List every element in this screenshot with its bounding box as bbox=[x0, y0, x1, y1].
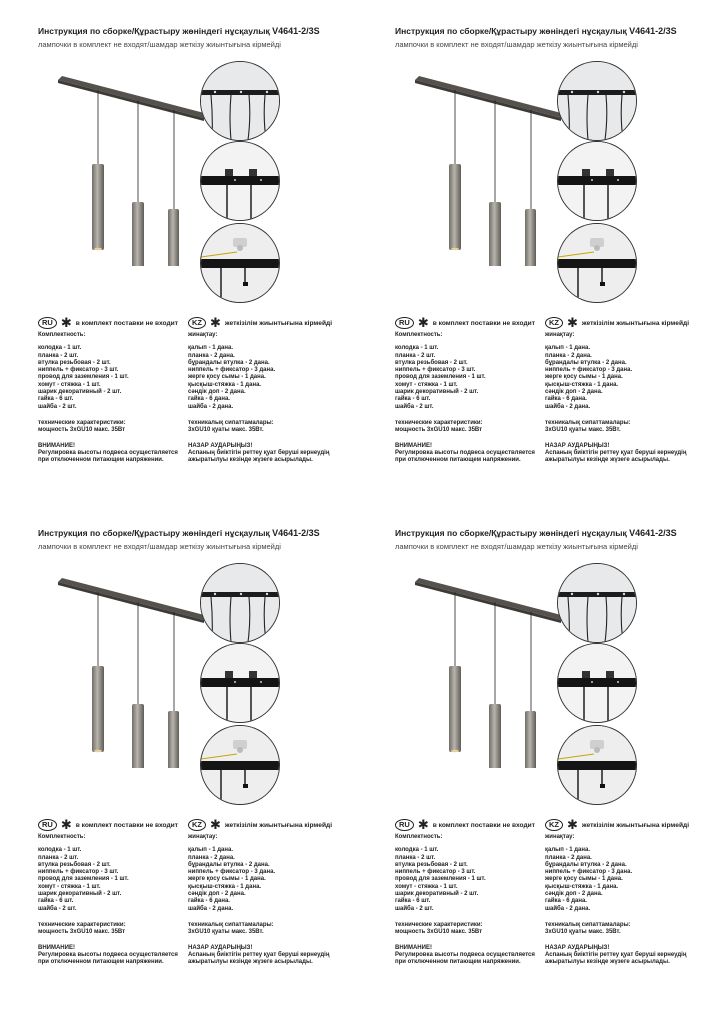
detail-circle-middle bbox=[557, 643, 637, 723]
instruction-subtitle: лампочки в комплект не входят/шамдар жеткізу жиынтығына кірмейді bbox=[38, 40, 281, 49]
list-item: планка - 2 дана. bbox=[545, 352, 592, 359]
detail-circle-top bbox=[557, 563, 637, 643]
instruction-title: Инструкция по сборке/Құрастыру жөніндегі нұсқаулық V4641-2/3S bbox=[395, 528, 677, 538]
list-item: планка - 2 шт. bbox=[395, 352, 436, 359]
list-item: гайка - 6 шт. bbox=[38, 898, 74, 905]
list-item: шайба - 2 дана. bbox=[545, 403, 591, 410]
asterisk-icon: ✱ bbox=[60, 817, 72, 832]
instruction-title: Инструкция по сборке/Құрастыру жөніндегі нұсқаулық V4641-2/3S bbox=[395, 26, 677, 36]
kz-contents-column: жинақтау: қалып - 1 дана. планка - 2 дана. бұрандалы втулка - 2 дана. ниппель + фиксатор - 3 дана. жерге қосу сымы - 1 дана. қысқыш-стяжка - 1 дана. сәндік доп - 2 дана. гайка - 6 дана. шайба - 2 дана. техникалық сипаттамалары: 3xGU10 қуаты макс. 35Вт. НАЗАР АУДАРЫҢЫЗ! Аспаның биіктігін реттеу қуат беруші кернеудің ажыратылуы кезінде жүзеге асырылады. bbox=[545, 834, 705, 966]
ru-note-row: RU ✱ в комплект поставки не входит bbox=[38, 819, 178, 831]
kz-note-row: KZ ✱ жеткізілім жиынтығына кірмейді bbox=[188, 317, 332, 329]
list-item: бұрандалы втулка - 2 дана. bbox=[545, 359, 627, 366]
pendant-lamp-illustration bbox=[58, 76, 208, 266]
detail-circle-bottom bbox=[200, 725, 280, 805]
list-item: шайба - 2 дана. bbox=[545, 905, 591, 912]
kz-contents-column: жинақтау: қалып - 1 дана. планка - 2 дана. бұрандалы втулка - 2 дана. ниппель + фиксатор - 3 дана. жерге қосу сымы - 1 дана. қысқыш-стяжка - 1 дана. сәндік доп - 2 дана. гайка - 6 дана. шайба - 2 дана. техникалық сипаттамалары: 3xGU10 қуаты макс. 35Вт. НАЗАР АУДАРЫҢЫЗ! Аспаның биіктігін реттеу қуат беруші кернеудің ажыратылуы кезінде жүзеге асырылады. bbox=[188, 332, 348, 464]
instruction-card-top-left bbox=[38, 26, 378, 516]
list-item: шайба - 2 шт. bbox=[395, 403, 434, 410]
list-item: қалып - 1 дана. bbox=[188, 847, 234, 854]
ru-contents-column: Комплектность: колодка - 1 шт. планка - 2 шт. втулка резьбовая - 2 шт. ниппель + фиксатор - 3 шт. провод для заземления - 1 шт. хомут - стяжка - 1 шт. шарик декоративный - 2 шт. гайка - 6 шт. шайба - 2 шт. технические характеристики: мощность 3xGU10 макс. 35Вт ВНИМАНИЕ! Регулировка высоты подвеса осуществляется при отключенном питающем напряжении. bbox=[395, 834, 550, 966]
list-item: сәндік доп - 2 дана. bbox=[188, 891, 246, 898]
instruction-subtitle: лампочки в комплект не входят/шамдар жеткізу жиынтығына кірмейді bbox=[395, 542, 638, 551]
ru-parts-list bbox=[395, 847, 550, 913]
instruction-title: Инструкция по сборке/Құрастыру жөніндегі нұсқаулық V4641-2/3S bbox=[38, 26, 320, 36]
ru-contents-column: Комплектность: колодка - 1 шт. планка - 2 шт. втулка резьбовая - 2 шт. ниппель + фиксатор - 3 шт. провод для заземления - 1 шт. хомут - стяжка - 1 шт. шарик декоративный - 2 шт. гайка - 6 шт. шайба - 2 шт. технические характеристики: мощность 3xGU10 макс. 35Вт ВНИМАНИЕ! Регулировка высоты подвеса осуществляется при отключенном питающем напряжении. bbox=[395, 332, 550, 464]
list-item: колодка - 1 шт. bbox=[38, 345, 82, 352]
detail-circle-middle bbox=[200, 141, 280, 221]
list-item: планка - 2 шт. bbox=[38, 352, 79, 359]
pendant-lamp-illustration bbox=[58, 578, 208, 768]
kz-parts-list bbox=[188, 847, 348, 913]
kz-contents-column: жинақтау: қалып - 1 дана. планка - 2 дана. бұрандалы втулка - 2 дана. ниппель + фиксатор - 3 дана. жерге қосу сымы - 1 дана. қысқыш-стяжка - 1 дана. сәндік доп - 2 дана. гайка - 6 дана. шайба - 2 дана. техникалық сипаттамалары: 3xGU10 қуаты макс. 35Вт. НАЗАР АУДАРЫҢЫЗ! Аспаның биіктігін реттеу қуат беруші кернеудің ажыратылуы кезінде жүзеге асырылады. bbox=[545, 332, 705, 464]
list-item: ниппель + фиксатор - 3 дана. bbox=[188, 869, 276, 876]
pendant-lamp-illustration bbox=[415, 578, 565, 768]
ru-contents-column: Комплектность: колодка - 1 шт. планка - 2 шт. втулка резьбовая - 2 шт. ниппель + фиксатор - 3 шт. провод для заземления - 1 шт. хомут - стяжка - 1 шт. шарик декоративный - 2 шт. гайка - 6 шт. шайба - 2 шт. технические характеристики: мощность 3xGU10 макс. 35Вт ВНИМАНИЕ! Регулировка высоты подвеса осуществляется при отключенном питающем напряжении. bbox=[38, 332, 193, 464]
list-item: шайба - 2 шт. bbox=[395, 905, 434, 912]
list-item: шайба - 2 шт. bbox=[38, 905, 77, 912]
list-item: провод для заземления - 1 шт. bbox=[38, 876, 129, 883]
list-item: провод для заземления - 1 шт. bbox=[395, 374, 486, 381]
kz-badge: KZ bbox=[188, 819, 206, 831]
list-item: қалып - 1 дана. bbox=[188, 345, 234, 352]
ru-parts-list bbox=[38, 847, 193, 913]
detail-circle-middle bbox=[200, 643, 280, 723]
list-item: сәндік доп - 2 дана. bbox=[188, 389, 246, 396]
asterisk-icon: ✱ bbox=[567, 315, 578, 330]
kz-note-row: KZ ✱ жеткізілім жиынтығына кірмейді bbox=[188, 819, 332, 831]
list-item: гайка - 6 дана. bbox=[545, 396, 587, 403]
list-item: қысқыш-стяжка - 1 дана. bbox=[545, 883, 619, 890]
list-item: гайка - 6 дана. bbox=[545, 898, 587, 905]
kz-parts-list bbox=[545, 345, 705, 411]
list-item: сәндік доп - 2 дана. bbox=[545, 891, 603, 898]
asterisk-icon: ✱ bbox=[210, 315, 221, 330]
list-item: шарик декоративный - 2 шт. bbox=[395, 389, 479, 396]
list-item: шайба - 2 шт. bbox=[38, 403, 77, 410]
list-item: жерге қосу сымы - 1 дана. bbox=[188, 374, 266, 381]
asterisk-icon: ✱ bbox=[417, 817, 429, 832]
list-item: хомут - стяжка - 1 шт. bbox=[38, 883, 101, 890]
list-item: шарик декоративный - 2 шт. bbox=[38, 389, 122, 396]
kz-badge: KZ bbox=[545, 819, 563, 831]
list-item: планка - 2 дана. bbox=[188, 352, 235, 359]
ru-contents-column: Комплектность: колодка - 1 шт. планка - 2 шт. втулка резьбовая - 2 шт. ниппель + фиксатор - 3 шт. провод для заземления - 1 шт. хомут - стяжка - 1 шт. шарик декоративный - 2 шт. гайка - 6 шт. шайба - 2 шт. технические характеристики: мощность 3xGU10 макс. 35Вт ВНИМАНИЕ! Регулировка высоты подвеса осуществляется при отключенном питающем напряжении. bbox=[38, 834, 193, 966]
list-item: ниппель + фиксатор - 3 шт. bbox=[38, 869, 119, 876]
ru-note-row: RU ✱ в комплект поставки не входит bbox=[395, 819, 535, 831]
list-item: гайка - 6 шт. bbox=[395, 898, 431, 905]
list-item: колодка - 1 шт. bbox=[395, 345, 439, 352]
list-item: ниппель + фиксатор - 3 шт. bbox=[395, 367, 476, 374]
kz-badge: KZ bbox=[188, 317, 206, 329]
instruction-subtitle: лампочки в комплект не входят/шамдар жеткізу жиынтығына кірмейді bbox=[395, 40, 638, 49]
list-item: провод для заземления - 1 шт. bbox=[395, 876, 486, 883]
list-item: втулка резьбовая - 2 шт. bbox=[38, 861, 111, 868]
asterisk-icon: ✱ bbox=[417, 315, 429, 330]
list-item: жерге қосу сымы - 1 дана. bbox=[545, 876, 623, 883]
list-item: шарик декоративный - 2 шт. bbox=[38, 891, 122, 898]
ru-badge: RU bbox=[38, 317, 57, 329]
asterisk-icon: ✱ bbox=[567, 817, 578, 832]
list-item: провод для заземления - 1 шт. bbox=[38, 374, 129, 381]
list-item: қалып - 1 дана. bbox=[545, 345, 591, 352]
ru-parts-list bbox=[395, 345, 550, 411]
list-item: гайка - 6 дана. bbox=[188, 396, 230, 403]
list-item: жерге қосу сымы - 1 дана. bbox=[545, 374, 623, 381]
list-item: втулка резьбовая - 2 шт. bbox=[395, 359, 468, 366]
asterisk-icon: ✱ bbox=[210, 817, 221, 832]
detail-circle-top bbox=[557, 61, 637, 141]
instruction-card-top-right bbox=[395, 26, 707, 516]
list-item: жерге қосу сымы - 1 дана. bbox=[188, 876, 266, 883]
kz-contents-column: жинақтау: қалып - 1 дана. планка - 2 дана. бұрандалы втулка - 2 дана. ниппель + фиксатор - 3 дана. жерге қосу сымы - 1 дана. қысқыш-стяжка - 1 дана. сәндік доп - 2 дана. гайка - 6 дана. шайба - 2 дана. техникалық сипаттамалары: 3xGU10 қуаты макс. 35Вт. НАЗАР АУДАРЫҢЫЗ! Аспаның биіктігін реттеу қуат беруші кернеудің ажыратылуы кезінде жүзеге асырылады. bbox=[188, 834, 348, 966]
list-item: бұрандалы втулка - 2 дана. bbox=[188, 359, 270, 366]
list-item: гайка - 6 шт. bbox=[395, 396, 431, 403]
kz-note-row: KZ ✱ жеткізілім жиынтығына кірмейді bbox=[545, 819, 689, 831]
list-item: бұрандалы втулка - 2 дана. bbox=[188, 861, 270, 868]
list-item: планка - 2 дана. bbox=[188, 854, 235, 861]
list-item: ниппель + фиксатор - 3 дана. bbox=[188, 367, 276, 374]
list-item: колодка - 1 шт. bbox=[395, 847, 439, 854]
list-item: шайба - 2 дана. bbox=[188, 905, 234, 912]
list-item: хомут - стяжка - 1 шт. bbox=[395, 883, 458, 890]
instruction-title: Инструкция по сборке/Құрастыру жөніндегі нұсқаулық V4641-2/3S bbox=[38, 528, 320, 538]
list-item: гайка - 6 шт. bbox=[38, 396, 74, 403]
list-item: втулка резьбовая - 2 шт. bbox=[395, 861, 468, 868]
list-item: планка - 2 дана. bbox=[545, 854, 592, 861]
list-item: қысқыш-стяжка - 1 дана. bbox=[545, 381, 619, 388]
list-item: қысқыш-стяжка - 1 дана. bbox=[188, 381, 262, 388]
ru-note-row: RU ✱ в комплект поставки не входит bbox=[38, 317, 178, 329]
instruction-card-bottom-left bbox=[38, 528, 378, 1018]
ru-parts-list bbox=[38, 345, 193, 411]
list-item: бұрандалы втулка - 2 дана. bbox=[545, 861, 627, 868]
list-item: ниппель + фиксатор - 3 шт. bbox=[38, 367, 119, 374]
kz-badge: KZ bbox=[545, 317, 563, 329]
detail-circle-bottom bbox=[200, 223, 280, 303]
list-item: шайба - 2 дана. bbox=[188, 403, 234, 410]
list-item: планка - 2 шт. bbox=[38, 854, 79, 861]
list-item: хомут - стяжка - 1 шт. bbox=[38, 381, 101, 388]
detail-circle-top bbox=[200, 563, 280, 643]
ru-note-row: RU ✱ в комплект поставки не входит bbox=[395, 317, 535, 329]
list-item: қалып - 1 дана. bbox=[545, 847, 591, 854]
list-item: қысқыш-стяжка - 1 дана. bbox=[188, 883, 262, 890]
asterisk-icon: ✱ bbox=[60, 315, 72, 330]
list-item: втулка резьбовая - 2 шт. bbox=[38, 359, 111, 366]
detail-circle-middle bbox=[557, 141, 637, 221]
list-item: колодка - 1 шт. bbox=[38, 847, 82, 854]
list-item: ниппель + фиксатор - 3 шт. bbox=[395, 869, 476, 876]
detail-circle-top bbox=[200, 61, 280, 141]
list-item: гайка - 6 дана. bbox=[188, 898, 230, 905]
ru-badge: RU bbox=[395, 819, 414, 831]
list-item: хомут - стяжка - 1 шт. bbox=[395, 381, 458, 388]
list-item: сәндік доп - 2 дана. bbox=[545, 389, 603, 396]
ru-badge: RU bbox=[38, 819, 57, 831]
instruction-subtitle: лампочки в комплект не входят/шамдар жеткізу жиынтығына кірмейді bbox=[38, 542, 281, 551]
list-item: ниппель + фиксатор - 3 дана. bbox=[545, 869, 633, 876]
pendant-lamp-illustration bbox=[415, 76, 565, 266]
instruction-card-bottom-right bbox=[395, 528, 707, 1018]
list-item: ниппель + фиксатор - 3 дана. bbox=[545, 367, 633, 374]
kz-note-row: KZ ✱ жеткізілім жиынтығына кірмейді bbox=[545, 317, 689, 329]
detail-circle-bottom bbox=[557, 223, 637, 303]
kz-parts-list bbox=[188, 345, 348, 411]
detail-circle-bottom bbox=[557, 725, 637, 805]
list-item: планка - 2 шт. bbox=[395, 854, 436, 861]
list-item: шарик декоративный - 2 шт. bbox=[395, 891, 479, 898]
ru-badge: RU bbox=[395, 317, 414, 329]
kz-parts-list bbox=[545, 847, 705, 913]
